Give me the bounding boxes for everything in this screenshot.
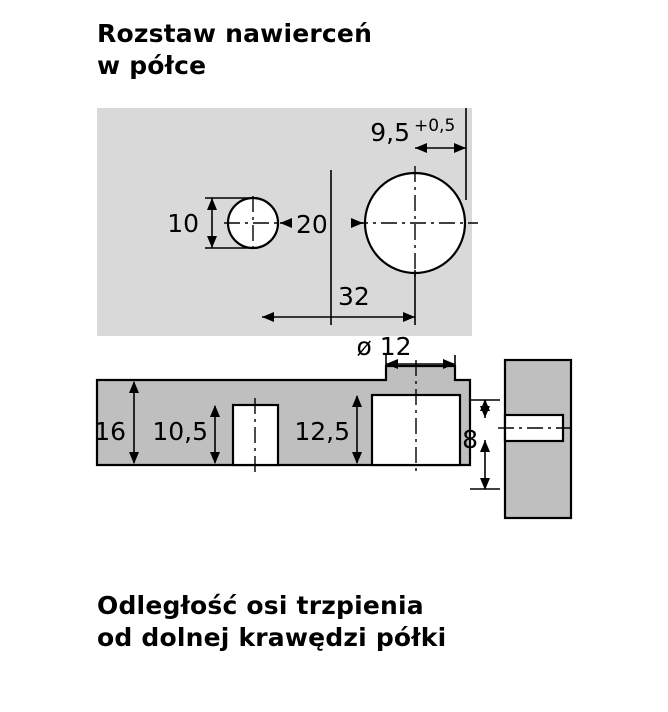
title-top-line1: Rozstaw nawierceń bbox=[97, 19, 373, 48]
title-top-line2: w półce bbox=[97, 51, 207, 80]
dim-9-5-label: 9,5 bbox=[370, 118, 410, 147]
dim-20-label: 20 bbox=[296, 210, 328, 239]
dim-8-arrow-mid-up bbox=[480, 406, 490, 418]
dim-12-5-label: 12,5 bbox=[294, 417, 350, 446]
dim-16-label: 16 bbox=[94, 417, 126, 446]
dim-o12-label: ø 12 bbox=[356, 332, 412, 361]
dim-8-label: 8 bbox=[462, 425, 478, 454]
dim-10-5-label: 10,5 bbox=[152, 417, 208, 446]
side-view-group bbox=[94, 332, 575, 518]
title-bottom-line1: Odległość osi trzpienia bbox=[97, 591, 424, 620]
title-bottom-line2: od dolnej krawędzi półki bbox=[97, 623, 447, 652]
dim-8-arrow-mid-down bbox=[480, 440, 490, 452]
dim-10-label: 10 bbox=[167, 209, 199, 238]
dim-32-label: 32 bbox=[338, 282, 370, 311]
top-view-group bbox=[97, 108, 478, 336]
dim-9-5-tolerance: +0,5 bbox=[414, 116, 456, 136]
